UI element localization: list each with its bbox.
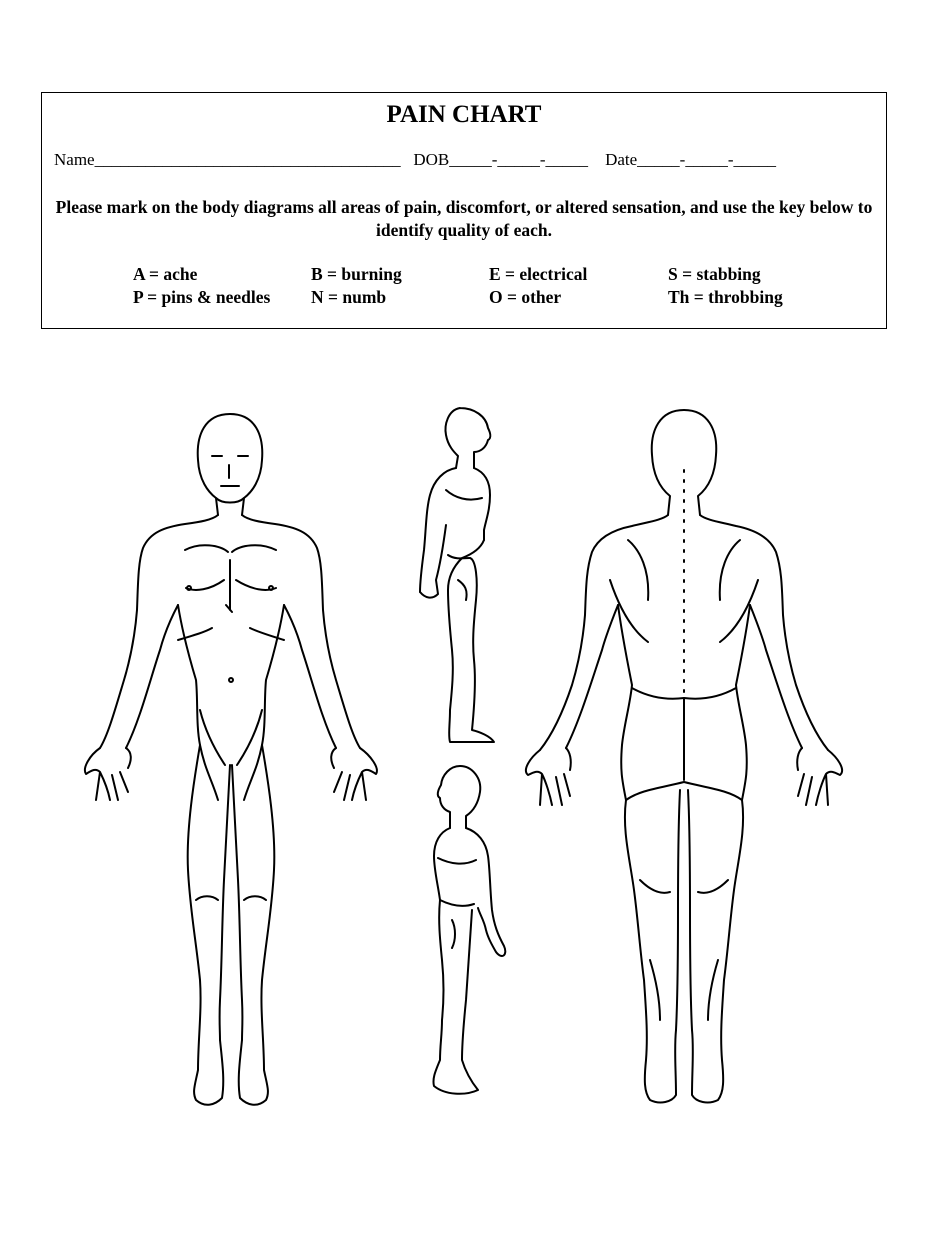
instructions-text: Please mark on the body diagrams all areas of pain, discomfort, or altered sensation, and use the key below to identify quality of each. [55,197,873,240]
page-title: PAIN CHART [386,101,542,128]
key-item-numb: N = numb [311,287,387,307]
key-item-ache: A = ache [133,264,198,284]
patient-fields [54,150,776,170]
front-body-figure[interactable] [85,414,377,1105]
body-diagrams-svg[interactable] [0,380,935,1140]
date-field[interactable]: Date_____-_____-_____ [605,150,776,169]
pain-chart-header [41,92,887,329]
key-item-electrical: E = electrical [489,264,588,284]
key-item-other: O = other [489,287,562,307]
side-body-figure-left[interactable] [433,766,505,1094]
side-body-figure-right[interactable] [420,408,494,742]
key-item-pins-needles: P = pins & needles [133,287,271,307]
back-body-figure[interactable] [526,410,842,1102]
name-field[interactable]: Name____________________________________ [54,150,401,169]
key-item-burning: B = burning [311,264,402,284]
key-item-throbbing: Th = throbbing [668,287,783,307]
body-diagrams[interactable] [0,380,935,1140]
key-item-stabbing: S = stabbing [668,264,761,284]
dob-field[interactable]: DOB_____-_____-_____ [413,150,589,169]
